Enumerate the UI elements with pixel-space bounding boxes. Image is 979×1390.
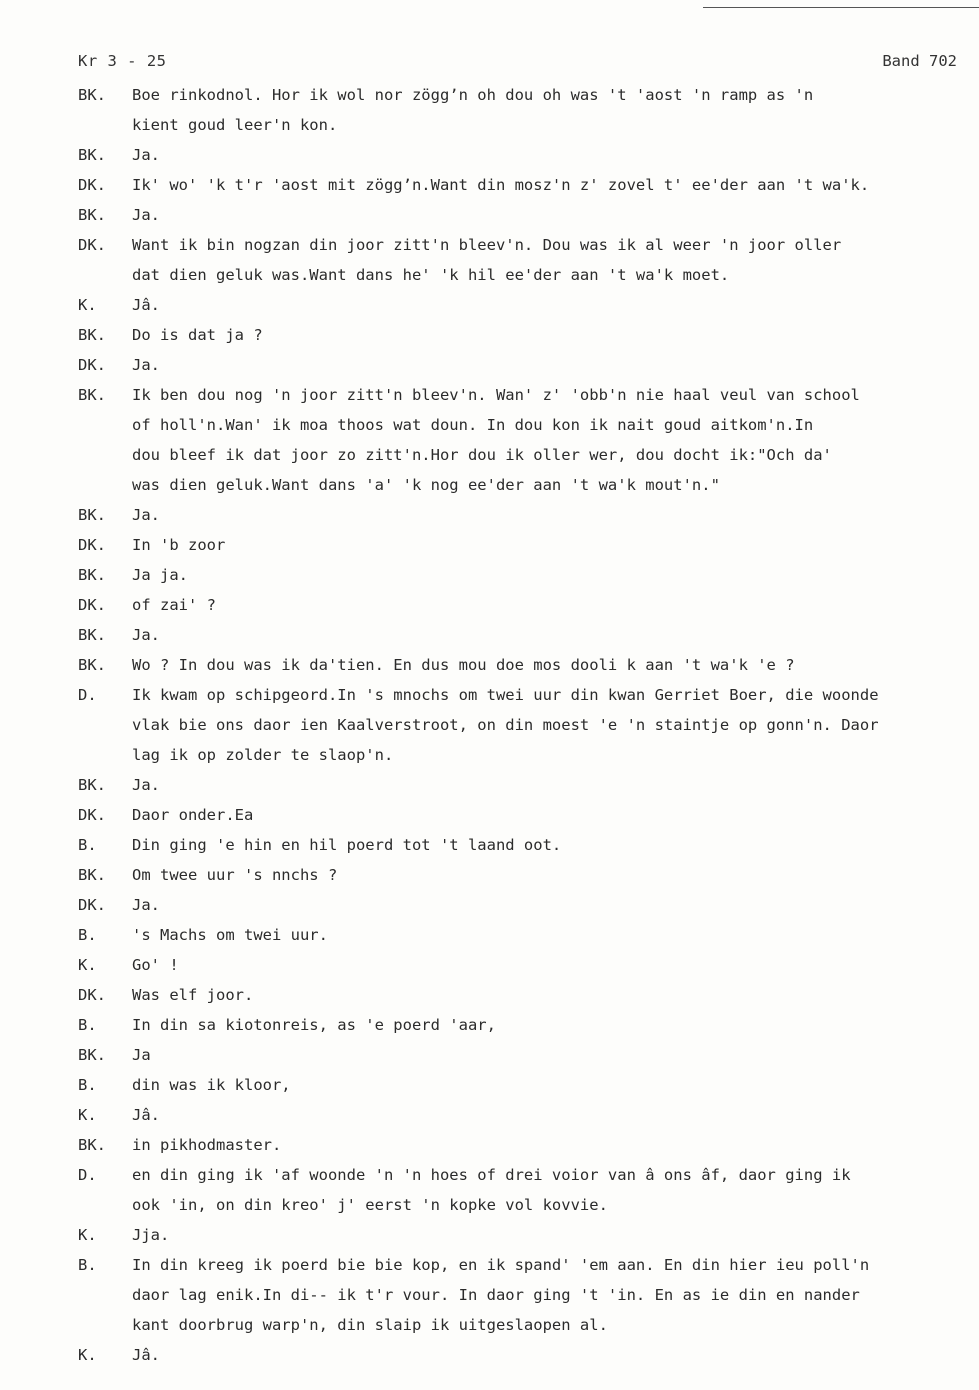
- speaker-label: BK.: [78, 326, 106, 344]
- tape-reference: Kr 3 - 25: [78, 52, 167, 70]
- utterance-line: In 'b zoor: [132, 536, 226, 554]
- speaker-label: BK.: [78, 776, 106, 794]
- transcript-turn: [78, 980, 968, 1010]
- speaker-label: BK.: [78, 506, 106, 524]
- transcript-turn: [78, 620, 968, 650]
- transcript-turn: [78, 830, 968, 860]
- utterance-line: Din ging 'e hin en hil poerd tot 't laand oot.: [132, 836, 562, 854]
- transcript-turn: [78, 1250, 968, 1340]
- transcript-turn: [78, 920, 968, 950]
- utterance-line: Wo ? In dou was ik da'tien. En dus mou doe mos dooli k aan 't wa'k 'e ?: [132, 656, 795, 674]
- utterance: [132, 80, 968, 140]
- utterance: [132, 920, 968, 950]
- utterance: [132, 800, 968, 830]
- transcript-turn: [78, 500, 968, 530]
- utterance-line: Ja.: [132, 146, 160, 164]
- utterance: [132, 1100, 968, 1130]
- utterance-line: Ja.: [132, 356, 160, 374]
- utterance-line: Jâ.: [132, 296, 160, 314]
- utterance: [132, 1130, 968, 1160]
- transcript-turn: [78, 1040, 968, 1070]
- speaker-label: B.: [78, 1016, 97, 1034]
- utterance-line: In din kreeg ik poerd bie bie kop, en ik spand' 'em aan. En din hier ieu poll'n: [132, 1256, 870, 1274]
- transcript-turn: [78, 320, 968, 350]
- utterance-line: In din sa kiotonreis, as 'e poerd 'aar,: [132, 1016, 496, 1034]
- utterance: [132, 140, 968, 170]
- transcript-turn: [78, 890, 968, 920]
- utterance-line: of holl'n.Wan' ik moa thoos wat doun. In dou kon ik nait goud aitkom'n.In: [132, 416, 814, 434]
- speaker-label: DK.: [78, 176, 106, 194]
- speaker-label: DK.: [78, 236, 106, 254]
- utterance: [132, 500, 968, 530]
- transcript-turn: [78, 1160, 968, 1220]
- utterance-line: Ik kwam op schipgeord.In 's mnochs om twei uur din kwan Gerriet Boer, die woonde: [132, 686, 879, 704]
- utterance: [132, 860, 968, 890]
- transcript-turn: [78, 770, 968, 800]
- utterance-line: ook 'in, on din kreo' j' eerst 'n kopke vol kovvie.: [132, 1196, 608, 1214]
- utterance-line: Jâ.: [132, 1346, 160, 1364]
- speaker-label: BK.: [78, 146, 106, 164]
- page-label: Band 702: [882, 52, 957, 70]
- utterance-line: Ik' wo' 'k t'r 'aost mit zöggʼn.Want din mosz'n z' zovel t' ee'der aan 't wa'k.: [132, 176, 870, 194]
- speaker-label: BK.: [78, 626, 106, 644]
- utterance-line: Ja.: [132, 626, 160, 644]
- speaker-label: B.: [78, 1256, 97, 1274]
- utterance: [132, 590, 968, 620]
- utterance-line: Go' !: [132, 956, 179, 974]
- utterance-line: 's Machs om twei uur.: [132, 926, 328, 944]
- utterance: [132, 380, 968, 500]
- speaker-label: DK.: [78, 356, 106, 374]
- utterance-line: Ja.: [132, 896, 160, 914]
- speaker-label: K.: [78, 956, 97, 974]
- speaker-label: K.: [78, 296, 97, 314]
- transcript-turn: [78, 80, 968, 140]
- speaker-label: BK.: [78, 656, 106, 674]
- utterance-line: lag ik op zolder te slaop'n.: [132, 746, 394, 764]
- utterance: [132, 1340, 968, 1370]
- speaker-label: DK.: [78, 596, 106, 614]
- speaker-label: D.: [78, 686, 97, 704]
- speaker-label: DK.: [78, 806, 106, 824]
- utterance-line: Jâ.: [132, 1106, 160, 1124]
- transcript-turn: [78, 290, 968, 320]
- utterance: [132, 1010, 968, 1040]
- transcript-turn: [78, 200, 968, 230]
- speaker-label: D.: [78, 1166, 97, 1184]
- utterance: [132, 200, 968, 230]
- utterance: [132, 560, 968, 590]
- speaker-label: DK.: [78, 896, 106, 914]
- transcript-turn: [78, 350, 968, 380]
- transcript-turn: [78, 170, 968, 200]
- utterance-line: Jja.: [132, 1226, 170, 1244]
- utterance-line: Daor onder.Ea: [132, 806, 254, 824]
- utterance-line: Ik ben dou nog 'n joor zitt'n bleev'n. Wan' z' 'obb'n nie haal veul van school: [132, 386, 860, 404]
- utterance-line: was dien geluk.Want dans 'a' 'k nog ee'der aan 't wa'k mout'n.": [132, 476, 720, 494]
- transcript-turn: [78, 1340, 968, 1370]
- speaker-label: BK.: [78, 206, 106, 224]
- utterance-line: kant doorbrug warp'n, din slaip ik uitgeslaopen al.: [132, 1316, 608, 1334]
- utterance: [132, 1160, 968, 1220]
- speaker-label: B.: [78, 836, 97, 854]
- utterance: [132, 770, 968, 800]
- speaker-label: BK.: [78, 566, 106, 584]
- speaker-label: BK.: [78, 86, 106, 104]
- speaker-label: BK.: [78, 386, 106, 404]
- utterance: [132, 620, 968, 650]
- utterance: [132, 950, 968, 980]
- utterance-line: Ja.: [132, 506, 160, 524]
- transcript-turn: [78, 140, 968, 170]
- speaker-label: B.: [78, 1076, 97, 1094]
- speaker-label: BK.: [78, 1046, 106, 1064]
- utterance-line: Want ik bin nogzan din joor zitt'n bleev'n. Dou was ik al weer 'n joor oller: [132, 236, 842, 254]
- speaker-label: K.: [78, 1346, 97, 1364]
- transcript-turn: [78, 1130, 968, 1160]
- utterance: [132, 980, 968, 1010]
- transcript-turn: [78, 680, 968, 770]
- utterance-line: in pikhodmaster.: [132, 1136, 282, 1154]
- speaker-label: BK.: [78, 866, 106, 884]
- utterance: [132, 1250, 968, 1340]
- utterance-line: dat dien geluk was.Want dans he' 'k hil ee'der aan 't wa'k moet.: [132, 266, 730, 284]
- transcript-turn: [78, 380, 968, 500]
- utterance: [132, 350, 968, 380]
- utterance-line: of zai' ?: [132, 596, 216, 614]
- utterance: [132, 830, 968, 860]
- transcript-turn: [78, 560, 968, 590]
- transcript-turn: [78, 950, 968, 980]
- transcript-turn: [78, 860, 968, 890]
- transcript-body: [78, 80, 968, 1370]
- top-rule: [703, 7, 979, 8]
- utterance: [132, 680, 968, 770]
- utterance-line: en din ging ik 'af woonde 'n 'n hoes of drei voior van â ons âf, daor ging ik: [132, 1166, 851, 1184]
- utterance-line: kient goud leer'n kon.: [132, 116, 338, 134]
- utterance: [132, 1040, 968, 1070]
- utterance: [132, 320, 968, 350]
- utterance-line: Ja ja.: [132, 566, 188, 584]
- utterance-line: Ja.: [132, 206, 160, 224]
- transcript-turn: [78, 1220, 968, 1250]
- utterance-line: daor lag enik.In di-- ik t'r vour. In daor ging 't 'in. En as ie din en nander: [132, 1286, 860, 1304]
- utterance-line: Om twee uur 's nnchs ?: [132, 866, 338, 884]
- transcript-turn: [78, 230, 968, 290]
- transcript-turn: [78, 1100, 968, 1130]
- utterance-line: vlak bie ons daor ien Kaalverstroot, on din moest 'e 'n staintje op gonn'n. Daor: [132, 716, 879, 734]
- utterance: [132, 530, 968, 560]
- speaker-label: K.: [78, 1106, 97, 1124]
- utterance-line: Was elf joor.: [132, 986, 254, 1004]
- speaker-label: DK.: [78, 986, 106, 1004]
- utterance: [132, 170, 968, 200]
- utterance: [132, 230, 968, 290]
- speaker-label: B.: [78, 926, 97, 944]
- speaker-label: K.: [78, 1226, 97, 1244]
- utterance: [132, 290, 968, 320]
- utterance: [132, 1220, 968, 1250]
- utterance: [132, 1070, 968, 1100]
- transcript-turn: [78, 800, 968, 830]
- speaker-label: DK.: [78, 536, 106, 554]
- utterance-line: Do is dat ja ?: [132, 326, 263, 344]
- utterance: [132, 650, 968, 680]
- utterance-line: dou bleef ik dat joor zo zitt'n.Hor dou ik oller wer, dou docht ik:"Och da': [132, 446, 832, 464]
- utterance-line: Boe rinkodnol. Hor ik wol nor zöggʼn oh dou oh was 't 'aost 'n ramp as 'n: [132, 86, 814, 104]
- speaker-label: BK.: [78, 1136, 106, 1154]
- transcript-turn: [78, 590, 968, 620]
- utterance-line: Ja: [132, 1046, 151, 1064]
- utterance-line: Ja.: [132, 776, 160, 794]
- transcript-turn: [78, 1070, 968, 1100]
- transcript-turn: [78, 650, 968, 680]
- transcript-turn: [78, 530, 968, 560]
- page-header: [78, 52, 957, 78]
- transcript-turn: [78, 1010, 968, 1040]
- utterance: [132, 890, 968, 920]
- utterance-line: din was ik kloor,: [132, 1076, 291, 1094]
